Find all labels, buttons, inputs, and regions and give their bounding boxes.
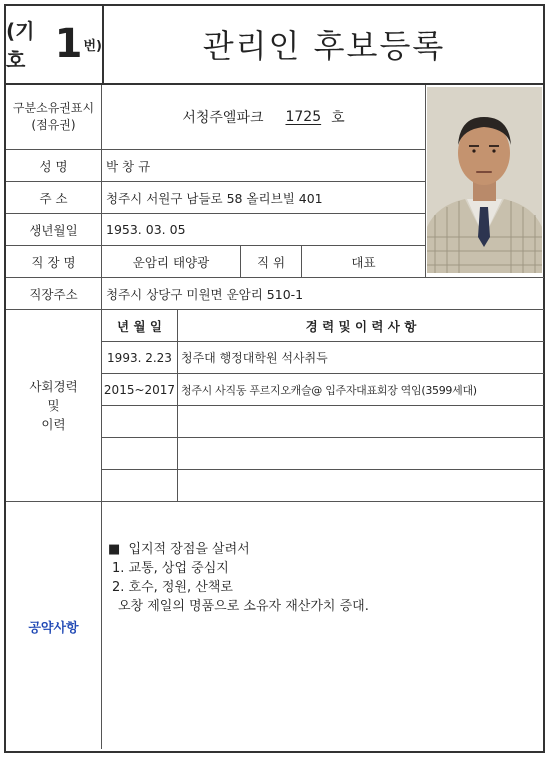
candidate-number [6,6,102,82]
unit-label-line1: 구분소유권표시 [12,101,95,115]
career-label-line1: 사회경력 [29,379,78,394]
pledge-line [108,540,528,559]
unit-label [6,85,101,149]
career-row-desc: 청주시 사직동 푸르지오캐슬@ 입주자대표회장 역임(3599세대) [181,383,477,397]
workplace-label: 직 장 명 [31,254,76,270]
pledge-content [108,540,528,616]
name-value: 박 창 규 [106,158,151,174]
career-label-line3: 이력 [41,417,66,432]
pledge-line: 오창 제일의 명품으로 소유자 재산가치 증대. [118,599,369,614]
position-value: 대표 [351,254,376,270]
unit-label-line2: (점유권) [31,118,76,132]
career-col-date: 년 월 일 [117,318,162,334]
bullet-square-icon: ■ [108,542,121,557]
unit-suffix: 호 [331,110,345,126]
unit-value [102,85,425,149]
position-label: 직 위 [256,254,286,270]
career-label-line2: 및 [47,398,60,413]
career-col-desc: 경 력 및 이 력 사 항 [305,318,417,334]
rule-photo-left [425,85,426,277]
career-row-date: 1993. 2.23 [107,350,172,365]
address-value: 청주시 서원구 남들로 58 올리브빌 401 [106,190,323,206]
career-row-desc [181,438,541,469]
candidate-photo [427,87,542,273]
work-address-label: 직장주소 [29,286,78,302]
career-row-date [102,438,177,469]
career-row-desc [181,406,541,437]
pledge-line: 1. 교통, 상업 중심지 [112,561,229,576]
number-value: 1 [54,21,83,67]
number-prefix: (기호 [6,19,35,72]
address-label: 주 소 [39,190,68,206]
career-row-desc [181,470,541,501]
career-row-date [102,470,177,501]
career-row-desc: 청주대 행정대학원 석사취득 [181,351,328,365]
pledge-line-text: 입지적 장점을 살려서 [128,542,250,557]
page-title: 관리인 후보등록 [202,27,446,65]
number-suffix: 번) [83,38,102,54]
pledge-line: 2. 호수, 정원, 산책로 [112,580,233,595]
portrait-image [427,87,542,273]
unit-number: 1725 [285,109,322,125]
birth-value: 1953. 03. 05 [106,222,186,237]
unit-complex: 서청주엘파크 [182,110,264,126]
birth-label: 생년월일 [29,222,78,238]
work-address-value: 청주시 상당구 미원면 운암리 510-1 [106,286,304,302]
career-label [6,310,101,501]
workplace-value: 운암리 태양광 [132,254,210,270]
career-row-date: 2015~2017 [103,382,176,397]
name-label: 성 명 [39,158,68,174]
career-row-date [102,406,177,437]
pledge-label: 공약사항 [28,621,79,636]
